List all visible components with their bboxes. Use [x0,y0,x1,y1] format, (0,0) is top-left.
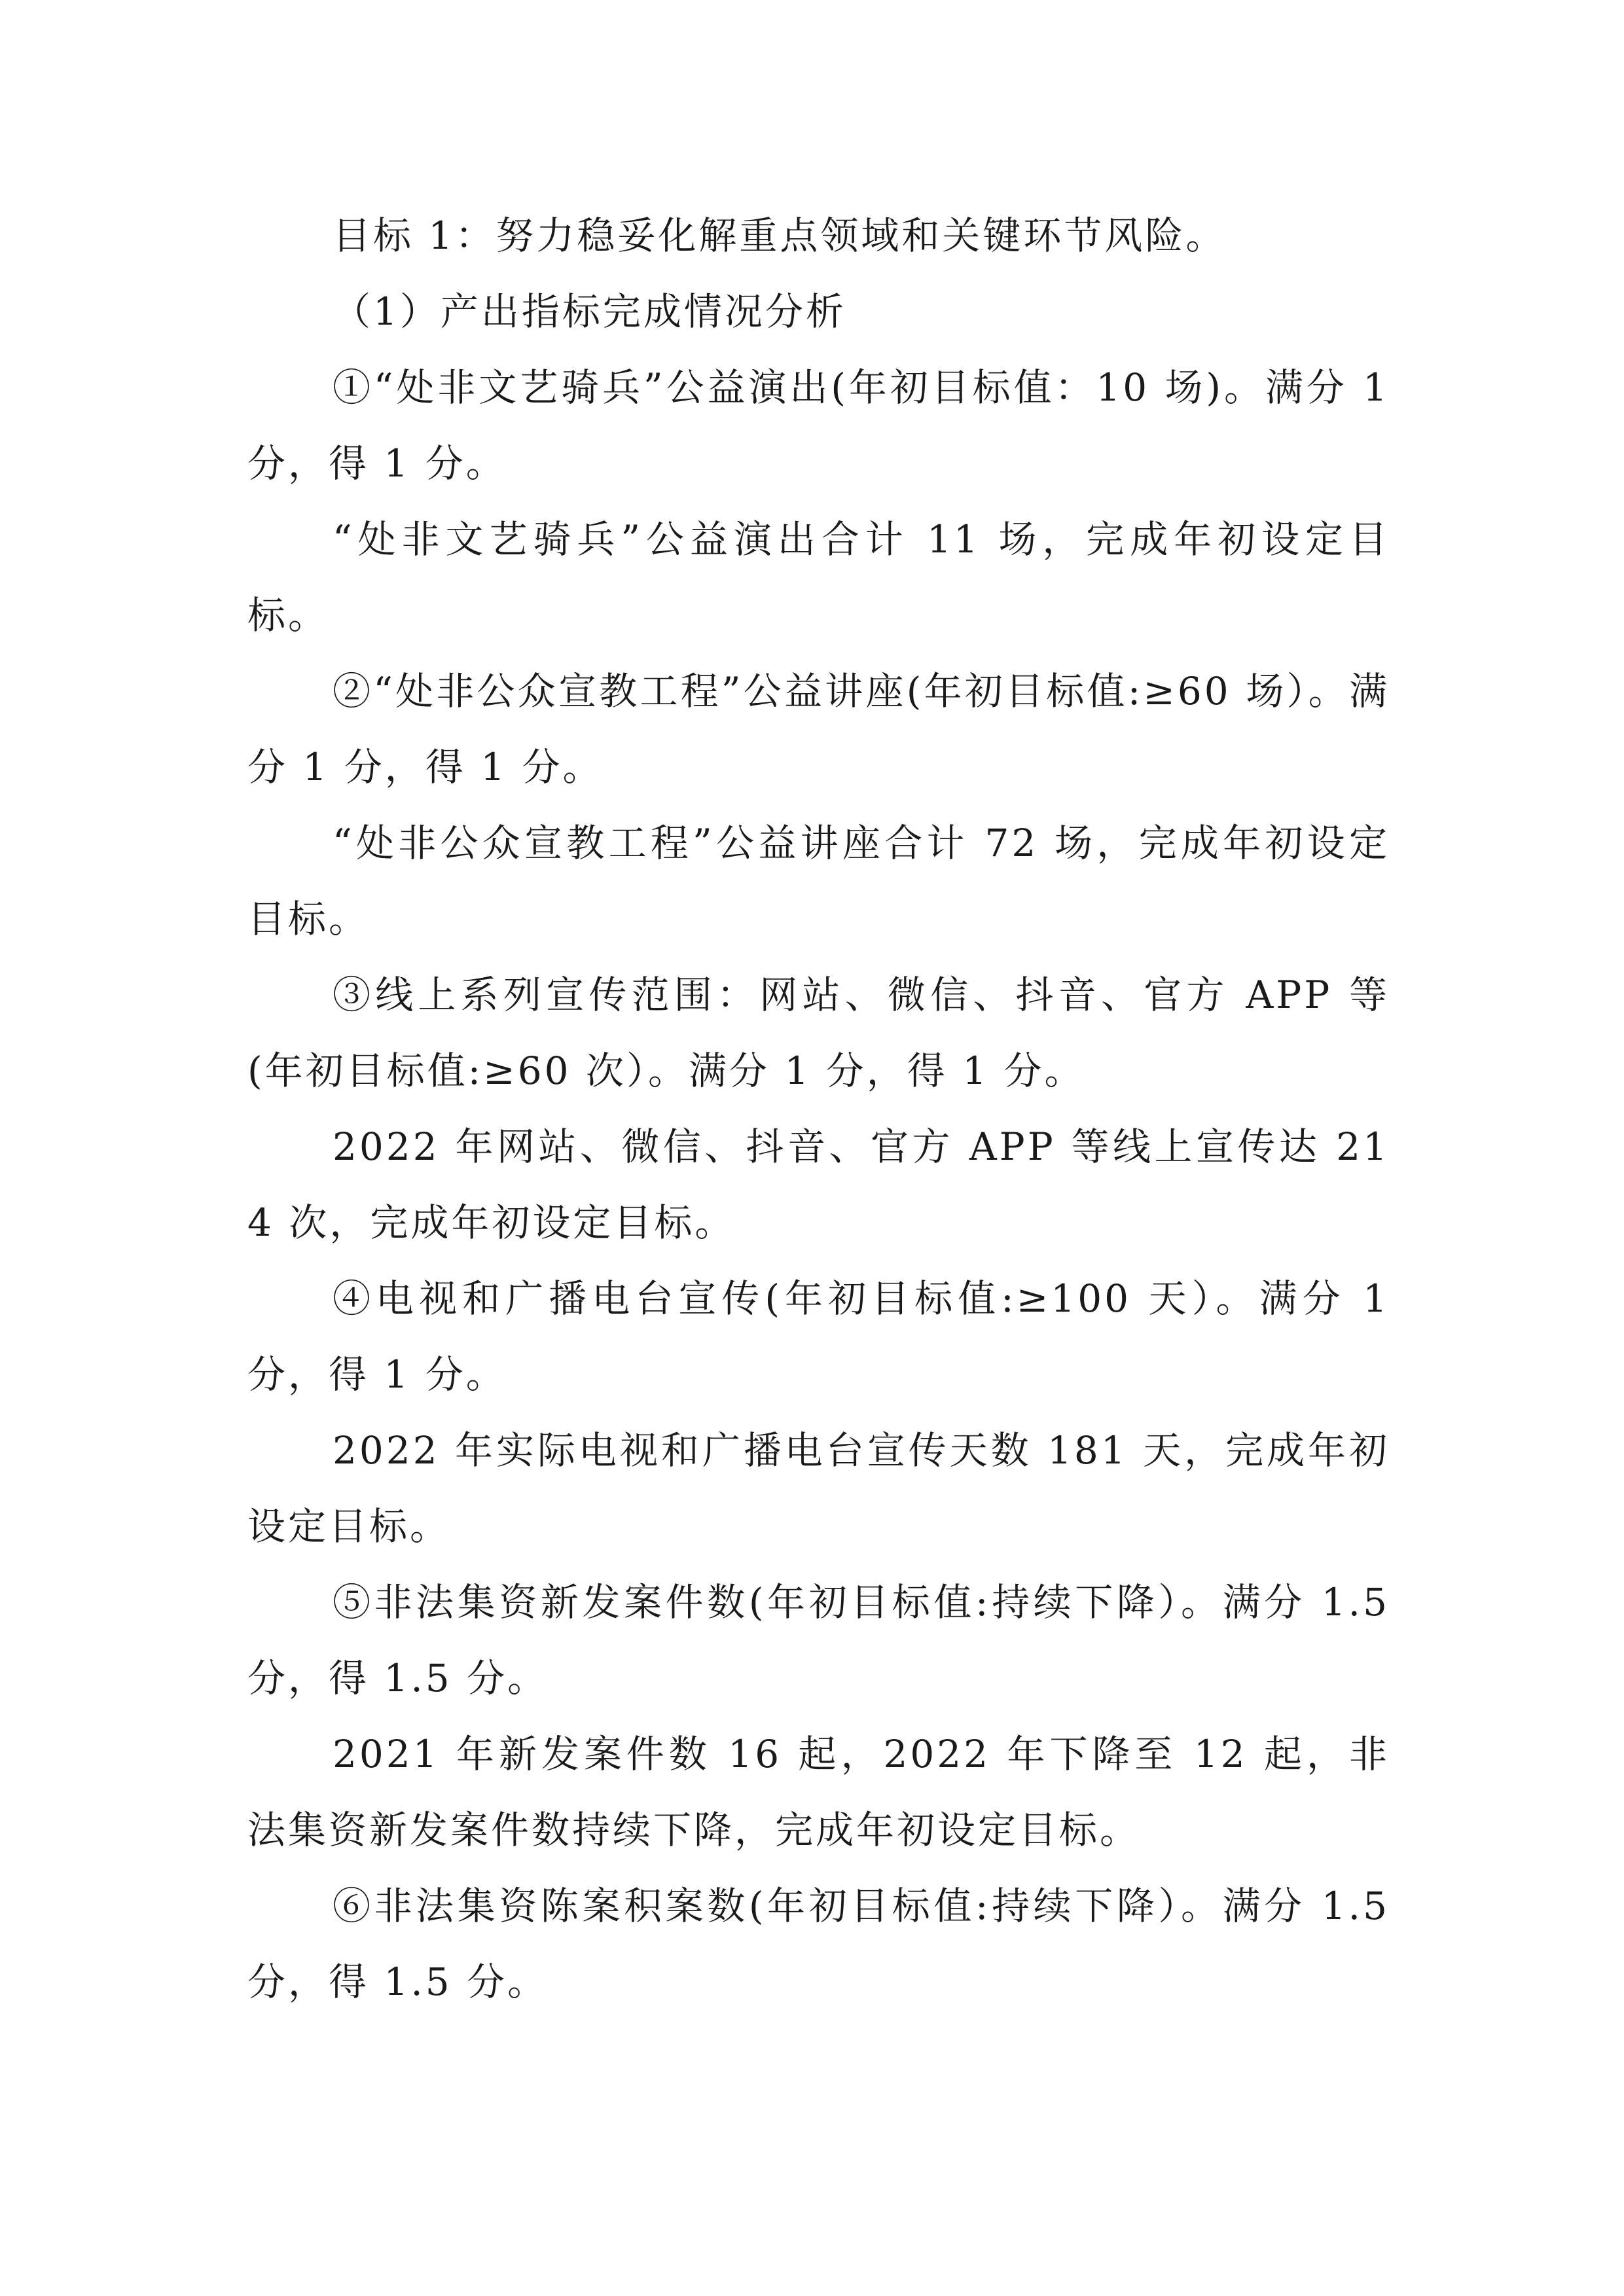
indicator-6: ⑥非法集资陈案积案数(年初目标值:持续下降）。满分 1.5 分，得 1.5 分。 [247,1884,1390,2004]
indicator-1-result: “处非文艺骑兵”公益演出合计 11 场，完成年初设定目标。 [247,517,1390,637]
indicator-5: ⑤非法集资新发案件数(年初目标值:持续下降）。满分 1.5 分，得 1.5 分。 [247,1580,1390,1700]
indicator-3-result: 2022 年网站、微信、抖音、官方 APP 等线上宣传达 214 次，完成年初设定目标。 [247,1124,1390,1245]
goal-heading: 目标 1：努力稳妥化解重点领域和关键环节风险。 [333,213,1227,258]
document-body [247,198,1390,2020]
indicator-2-result: “处非公众宣教工程”公益讲座合计 72 场，完成年初设定目标。 [247,821,1390,941]
indicator-1: ①“处非文艺骑兵”公益演出(年初目标值：10 场)。满分 1 分，得 1 分。 [247,365,1390,486]
indicator-4: ④电视和广播电台宣传(年初目标值:≥100 天）。满分 1 分，得 1 分。 [247,1276,1390,1397]
indicator-4-result: 2022 年实际电视和广播电台宣传天数 181 天，完成年初设定目标。 [247,1428,1390,1549]
section-heading: （1）产出指标完成情况分析 [333,289,846,334]
indicator-2: ②“处非公众宣教工程”公益讲座(年初目标值:≥60 场）。满分 1 分，得 1 分。 [247,669,1390,789]
indicator-5-result: 2021 年新发案件数 16 起，2022 年下降至 12 起，非法集资新发案件数持续下降，完成年初设定目标。 [247,1732,1390,1852]
indicator-3: ③线上系列宣传范围：网站、微信、抖音、官方 APP 等(年初目标值:≥60 次）。满分 1 分，得 1 分。 [247,973,1390,1093]
